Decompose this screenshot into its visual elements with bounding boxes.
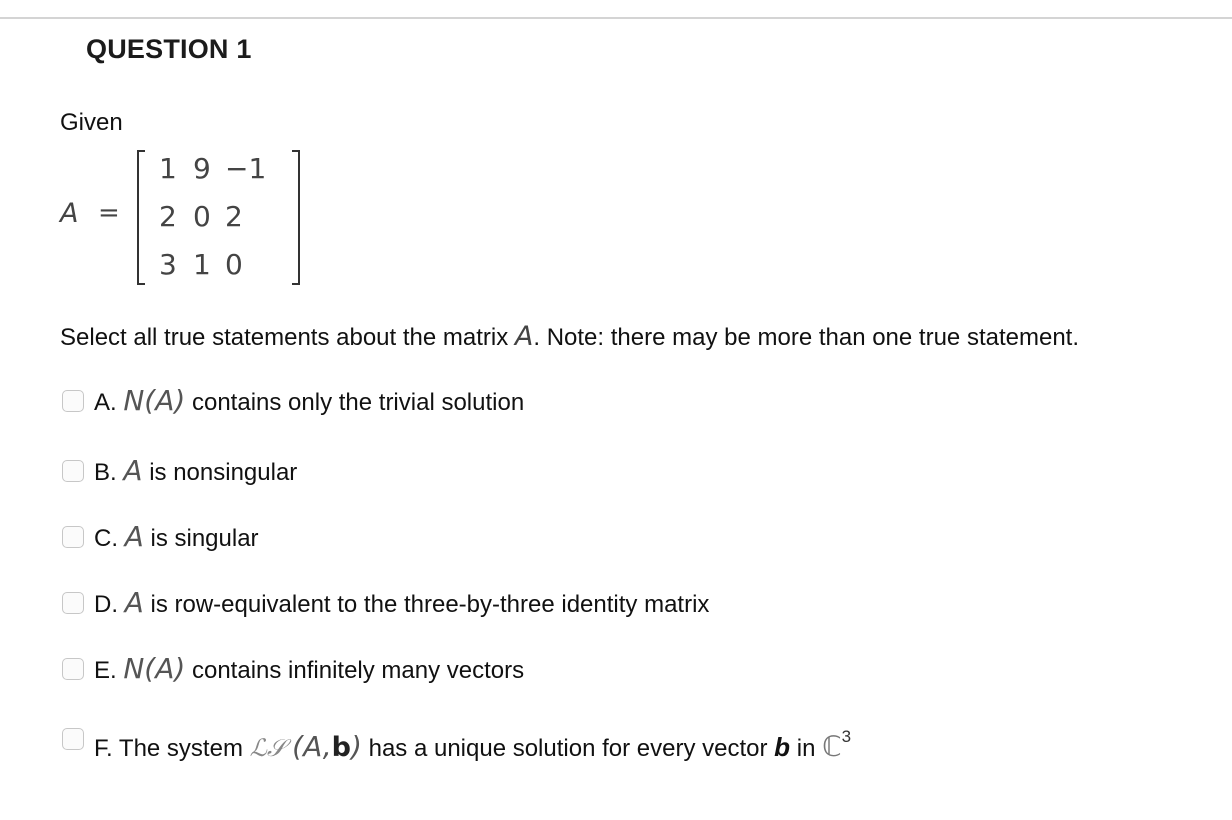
system-args-close: ) <box>350 730 362 763</box>
prompt-matrix-symbol: A <box>514 321 534 352</box>
right-bracket <box>292 150 300 285</box>
option-letter: A. <box>94 389 117 416</box>
option-letter: D. <box>94 591 118 618</box>
vector-b: b <box>774 732 791 762</box>
matrix-name: A <box>60 198 79 229</box>
prompt-text: Select all true statements about the matrix <box>60 324 509 351</box>
option-math: A <box>124 586 144 619</box>
option-letter: F. <box>94 735 113 762</box>
option-text: is row-equivalent to the three-by-three identity matrix <box>150 591 710 618</box>
left-bracket <box>137 150 145 285</box>
matrix-cell: 9 <box>193 152 211 185</box>
option-text-in: in <box>796 735 816 762</box>
field-exponent: 3 <box>841 727 852 746</box>
matrix-cell: 1 <box>193 248 211 281</box>
option-text: is singular <box>150 525 259 552</box>
matrix-cell: 0 <box>193 200 211 233</box>
option-letter: C. <box>94 525 118 552</box>
option-f-checkbox[interactable] <box>62 728 84 750</box>
option-c-checkbox[interactable] <box>62 526 84 548</box>
option-math: N(A) <box>123 384 186 417</box>
system-args-open: (A, <box>292 730 332 763</box>
option-text: contains only the trivial solution <box>191 389 525 416</box>
matrix-cell: 2 <box>159 200 177 233</box>
prompt-note: . Note: there may be more than one true statement. <box>533 324 1079 351</box>
top-divider <box>0 17 1232 19</box>
option-math: A <box>123 454 143 487</box>
equals-sign: = <box>98 198 120 228</box>
system-args-vector: b <box>331 732 351 763</box>
question-title: QUESTION 1 <box>86 34 252 64</box>
option-text: contains infinitely many vectors <box>191 657 525 684</box>
option-a-checkbox[interactable] <box>62 390 84 412</box>
matrix-row <box>155 248 290 284</box>
matrix-row <box>155 200 290 236</box>
option-math: N(A) <box>123 652 186 685</box>
option-text: is nonsingular <box>149 459 298 486</box>
option-d-checkbox[interactable] <box>62 592 84 614</box>
option-letter: E. <box>94 657 117 684</box>
question-prompt <box>60 321 1079 352</box>
matrix-equation <box>60 150 320 285</box>
option-text: The system <box>118 735 243 762</box>
matrix-cell: 0 <box>225 248 243 281</box>
matrix-cell: 1 <box>159 152 177 185</box>
option-math: A <box>124 520 144 553</box>
matrix-row <box>155 152 290 188</box>
option-text-mid: has a unique solution for every vector <box>368 735 768 762</box>
complex-field-symbol: ℂ <box>822 730 842 763</box>
option-b-checkbox[interactable] <box>62 460 84 482</box>
option-letter: B. <box>94 459 117 486</box>
given-label: Given <box>60 109 123 136</box>
option-e-checkbox[interactable] <box>62 658 84 680</box>
matrix-cell: 3 <box>159 248 177 281</box>
linear-system-symbol: ℒ𝒮 <box>249 734 286 762</box>
matrix-cell: 2 <box>225 200 243 233</box>
matrix-cell: −1 <box>225 152 267 185</box>
